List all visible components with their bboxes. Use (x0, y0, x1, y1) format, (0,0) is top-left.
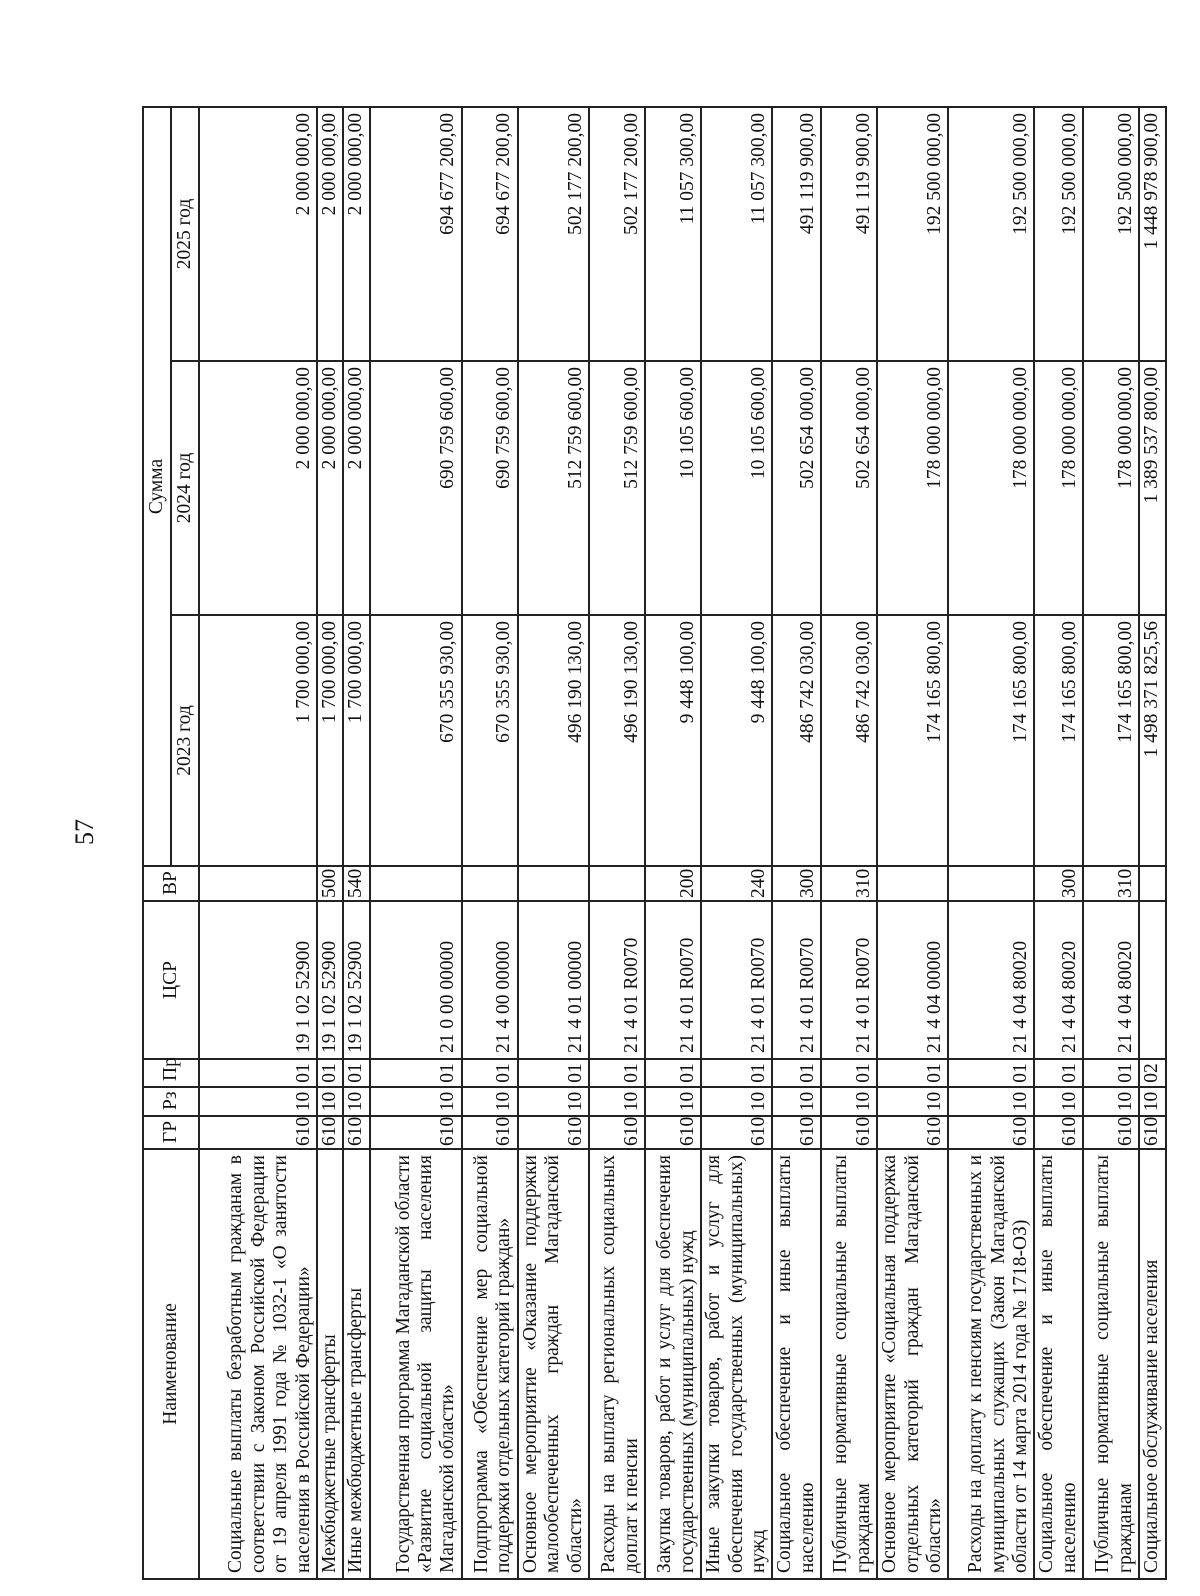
cell-vr (462, 866, 518, 901)
cell-name: Социальное обеспечение и иные выплаты населению (1034, 1149, 1083, 1579)
cell-2025: 2 000 000,00 (317, 107, 343, 361)
cell-csr: 21 4 01 R0070 (589, 901, 645, 1059)
cell-name: Межбюджетные трансферты (317, 1149, 343, 1579)
table-row (199, 107, 317, 1579)
cell-pr: 01 (948, 1059, 1034, 1087)
cell-csr: 21 4 01 R0070 (701, 901, 772, 1059)
cell-pr: 02 (1139, 1059, 1165, 1087)
cell-rz: 10 (370, 1087, 462, 1116)
cell-2023: 486 742 030,00 (772, 615, 821, 866)
cell-name: Иные закупки товаров, работ и услуг для обеспечения государственных (муниципальных) нужд (701, 1149, 772, 1579)
cell-2024: 2 000 000,00 (199, 361, 317, 615)
cell-vr (199, 866, 317, 901)
cell-rz: 10 (589, 1087, 645, 1116)
cell-csr: 21 4 01 00000 (518, 901, 589, 1059)
cell-gr: 610 (821, 1116, 877, 1149)
cell-vr: 310 (821, 866, 877, 901)
cell-csr: 19 1 02 52900 (199, 901, 317, 1059)
cell-2023: 1 498 371 825,56 (1139, 615, 1165, 866)
cell-rz: 10 (1139, 1087, 1165, 1116)
cell-2024: 10 105 600,00 (645, 361, 701, 615)
budget-table-container (142, 108, 1163, 1580)
cell-name: Расходы на доплату к пенсиям государственных и муниципальных служащих (Закон Магаданской области от 14 марта 2014 года № 1718-ОЗ) (948, 1149, 1034, 1579)
cell-2024: 178 000 000,00 (877, 361, 948, 615)
cell-2025: 192 500 000,00 (948, 107, 1034, 361)
cell-2025: 502 177 200,00 (589, 107, 645, 361)
cell-name: Подпрограмма «Обеспечение мер социальной поддержки отдельных категорий граждан» (462, 1149, 518, 1579)
header-name: Наименование (143, 1149, 199, 1579)
table-row (1034, 107, 1083, 1579)
cell-pr: 01 (701, 1059, 772, 1087)
cell-rz: 10 (317, 1087, 343, 1116)
cell-vr: 310 (1083, 866, 1139, 901)
table-row (462, 107, 518, 1579)
cell-2025: 694 677 200,00 (370, 107, 462, 361)
cell-rz: 10 (1083, 1087, 1139, 1116)
cell-2025: 491 119 900,00 (821, 107, 877, 361)
cell-rz: 10 (948, 1087, 1034, 1116)
table-row (518, 107, 589, 1579)
cell-csr: 21 4 04 80020 (1034, 901, 1083, 1059)
cell-csr (1139, 901, 1165, 1059)
cell-pr: 01 (370, 1059, 462, 1087)
cell-name: Социальное обеспечение и иные выплаты населению (772, 1149, 821, 1579)
header-2025: 2025 год (171, 107, 199, 361)
cell-vr (948, 866, 1034, 901)
table-row (948, 107, 1034, 1579)
cell-name: Социальные выплаты безработным гражданам в соответствии с Законом Российской Федерации от 19 апреля 1991 года № 1032-1 «О занятости населения в Российской Федерации» (199, 1149, 317, 1579)
cell-2023: 496 190 130,00 (518, 615, 589, 866)
cell-vr (589, 866, 645, 901)
table-row (1083, 107, 1139, 1579)
cell-2023: 670 355 930,00 (462, 615, 518, 866)
cell-vr: 200 (645, 866, 701, 901)
cell-rz: 10 (701, 1087, 772, 1116)
cell-csr: 19 1 02 52900 (317, 901, 343, 1059)
table-row (317, 107, 343, 1579)
table-row (701, 107, 772, 1579)
cell-2023: 486 742 030,00 (821, 615, 877, 866)
cell-gr: 610 (343, 1116, 369, 1149)
cell-csr: 21 4 04 80020 (948, 901, 1034, 1059)
cell-pr: 01 (1083, 1059, 1139, 1087)
cell-vr: 300 (1034, 866, 1083, 901)
cell-name: Иные межбюджетные трансферты (343, 1149, 369, 1579)
table-row (343, 107, 369, 1579)
cell-name: Социальное обслуживание населения (1139, 1149, 1165, 1579)
header-sum: Сумма (143, 107, 171, 866)
cell-rz: 10 (343, 1087, 369, 1116)
cell-pr: 01 (1034, 1059, 1083, 1087)
cell-vr (518, 866, 589, 901)
cell-csr: 21 4 04 00000 (877, 901, 948, 1059)
header-row-1 (143, 107, 171, 1579)
table-body (199, 107, 1166, 1579)
cell-gr: 610 (1083, 1116, 1139, 1149)
rotated-table-frame (142, 108, 1163, 1580)
cell-rz: 10 (199, 1087, 317, 1116)
table-row (370, 107, 462, 1579)
cell-2025: 2 000 000,00 (199, 107, 317, 361)
cell-gr: 610 (701, 1116, 772, 1149)
cell-vr: 500 (317, 866, 343, 901)
table-row (589, 107, 645, 1579)
cell-name: Закупка товаров, работ и услуг для обеспечения государственных (муниципальных) нужд (645, 1149, 701, 1579)
cell-2023: 1 700 000,00 (343, 615, 369, 866)
cell-2023: 9 448 100,00 (645, 615, 701, 866)
cell-2023: 174 165 800,00 (1034, 615, 1083, 866)
cell-2024: 2 000 000,00 (317, 361, 343, 615)
budget-table (142, 106, 1167, 1580)
cell-2023: 174 165 800,00 (1083, 615, 1139, 866)
cell-vr: 540 (343, 866, 369, 901)
cell-name: Государственная программа Магаданской области «Развитие социальной защиты населения Магаданской области» (370, 1149, 462, 1579)
cell-2024: 512 759 600,00 (518, 361, 589, 615)
cell-pr: 01 (772, 1059, 821, 1087)
cell-csr: 21 4 00 00000 (462, 901, 518, 1059)
cell-gr: 610 (317, 1116, 343, 1149)
cell-2024: 1 389 537 800,00 (1139, 361, 1165, 615)
cell-2024: 512 759 600,00 (589, 361, 645, 615)
cell-2025: 2 000 000,00 (343, 107, 369, 361)
cell-2023: 1 700 000,00 (317, 615, 343, 866)
cell-gr: 610 (518, 1116, 589, 1149)
table-row (1139, 107, 1165, 1579)
cell-vr: 240 (701, 866, 772, 901)
cell-pr: 01 (343, 1059, 369, 1087)
cell-rz: 10 (462, 1087, 518, 1116)
cell-vr (370, 866, 462, 901)
cell-2023: 496 190 130,00 (589, 615, 645, 866)
header-rz: Рз (143, 1087, 199, 1116)
cell-2024: 178 000 000,00 (948, 361, 1034, 615)
cell-pr: 01 (877, 1059, 948, 1087)
cell-2024: 502 654 000,00 (772, 361, 821, 615)
cell-gr: 610 (589, 1116, 645, 1149)
cell-2025: 192 500 000,00 (877, 107, 948, 361)
cell-2025: 491 119 900,00 (772, 107, 821, 361)
cell-2023: 1 700 000,00 (199, 615, 317, 866)
cell-2024: 2 000 000,00 (343, 361, 369, 615)
page-number: 57 (70, 819, 99, 845)
cell-csr: 21 0 00 00000 (370, 901, 462, 1059)
cell-2025: 11 057 300,00 (645, 107, 701, 361)
cell-2025: 1 448 978 900,00 (1139, 107, 1165, 361)
table-row (772, 107, 821, 1579)
cell-pr: 01 (589, 1059, 645, 1087)
cell-rz: 10 (821, 1087, 877, 1116)
cell-gr: 610 (948, 1116, 1034, 1149)
cell-name: Основное мероприятие «Социальная поддержка отдельных категорий граждан Магаданской области» (877, 1149, 948, 1579)
cell-2025: 694 677 200,00 (462, 107, 518, 361)
cell-name: Основное мероприятие «Оказание поддержки малообеспеченных граждан Магаданской области» (518, 1149, 589, 1579)
cell-2025: 502 177 200,00 (518, 107, 589, 361)
cell-gr: 610 (370, 1116, 462, 1149)
cell-vr (1139, 866, 1165, 901)
cell-2024: 178 000 000,00 (1034, 361, 1083, 615)
cell-vr: 300 (772, 866, 821, 901)
cell-2024: 690 759 600,00 (462, 361, 518, 615)
cell-name: Публичные нормативные социальные выплаты гражданам (1083, 1149, 1139, 1579)
cell-2023: 174 165 800,00 (948, 615, 1034, 866)
cell-csr: 19 1 02 52900 (343, 901, 369, 1059)
cell-pr: 01 (462, 1059, 518, 1087)
header-csr: ЦСР (143, 901, 199, 1059)
cell-2024: 502 654 000,00 (821, 361, 877, 615)
cell-rz: 10 (772, 1087, 821, 1116)
table-row (821, 107, 877, 1579)
table-row (877, 107, 948, 1579)
cell-vr (877, 866, 948, 901)
header-vr: ВР (143, 866, 199, 901)
cell-gr: 610 (877, 1116, 948, 1149)
cell-pr: 01 (317, 1059, 343, 1087)
cell-gr: 610 (772, 1116, 821, 1149)
cell-2023: 174 165 800,00 (877, 615, 948, 866)
cell-rz: 10 (645, 1087, 701, 1116)
header-2023: 2023 год (171, 615, 199, 866)
cell-2024: 690 759 600,00 (370, 361, 462, 615)
cell-2024: 10 105 600,00 (701, 361, 772, 615)
cell-rz: 10 (518, 1087, 589, 1116)
cell-name: Расходы на выплату региональных социальных доплат к пенсии (589, 1149, 645, 1579)
header-gr: ГР (143, 1116, 199, 1149)
table-row (645, 107, 701, 1579)
cell-2023: 670 355 930,00 (370, 615, 462, 866)
cell-name: Публичные нормативные социальные выплаты гражданам (821, 1149, 877, 1579)
cell-rz: 10 (877, 1087, 948, 1116)
cell-pr: 01 (518, 1059, 589, 1087)
header-pr: Пр (143, 1059, 199, 1087)
cell-csr: 21 4 01 R0070 (645, 901, 701, 1059)
cell-2025: 192 500 000,00 (1034, 107, 1083, 361)
cell-gr: 610 (199, 1116, 317, 1149)
cell-csr: 21 4 01 R0070 (772, 901, 821, 1059)
cell-pr: 01 (199, 1059, 317, 1087)
cell-2025: 192 500 000,00 (1083, 107, 1139, 361)
header-2024: 2024 год (171, 361, 199, 615)
cell-gr: 610 (462, 1116, 518, 1149)
cell-gr: 610 (1139, 1116, 1165, 1149)
cell-gr: 610 (645, 1116, 701, 1149)
cell-csr: 21 4 01 R0070 (821, 901, 877, 1059)
cell-rz: 10 (1034, 1087, 1083, 1116)
cell-gr: 610 (1034, 1116, 1083, 1149)
cell-2023: 9 448 100,00 (701, 615, 772, 866)
cell-2024: 178 000 000,00 (1083, 361, 1139, 615)
cell-csr: 21 4 04 80020 (1083, 901, 1139, 1059)
cell-2025: 11 057 300,00 (701, 107, 772, 361)
cell-pr: 01 (645, 1059, 701, 1087)
cell-pr: 01 (821, 1059, 877, 1087)
